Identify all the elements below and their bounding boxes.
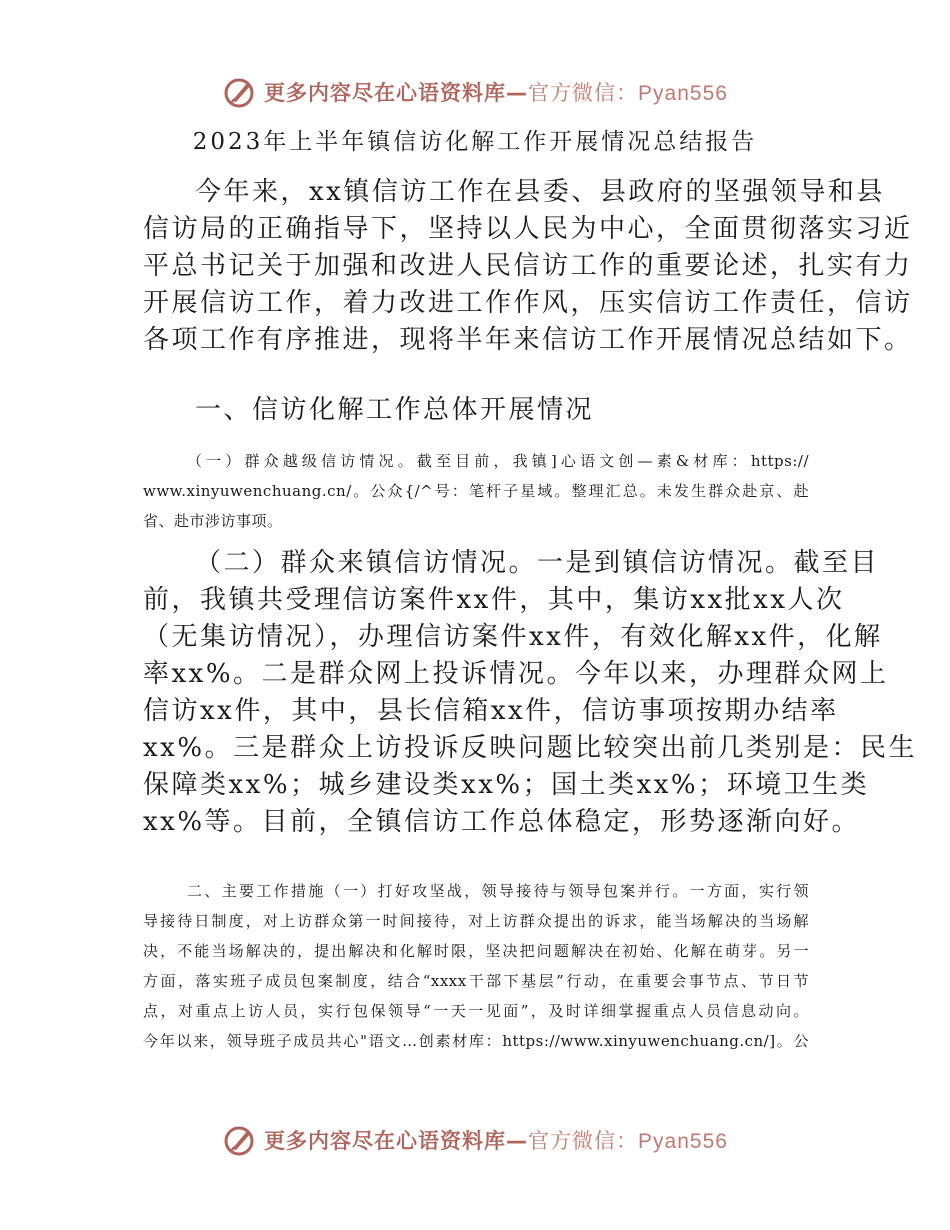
paragraph-line: 保障类xx%；城乡建设类xx%；国土类xx%；环境卫生类 xyxy=(143,770,870,800)
paragraph-line: 决，不能当场解决的，提出解决和化解时限，坚决把问题解决在初始、化解在萌芽。另一 xyxy=(143,942,809,960)
header-banner xyxy=(0,72,950,112)
paragraph-line: 开展信访工作，着力改进工作作风，压实信访工作责任，信访 xyxy=(143,288,913,318)
banner-message: 更多内容尽在心语资料库—官方微信：Pyan556 xyxy=(264,81,728,105)
paragraph-line: 省、赴市涉访事项。 xyxy=(143,512,283,530)
paragraph-line: （二）群众来镇信访情况。一是到镇信访情况。截至目 xyxy=(195,548,880,578)
section-heading-text: 一、信访化解工作总体开展情况 xyxy=(195,395,595,425)
quill-logo-icon xyxy=(222,1122,258,1158)
section-2-paragraph xyxy=(143,876,809,1056)
paragraph-line: 率xx%。二是群众网上投诉情况。今年以来，办理群众网上 xyxy=(143,659,889,689)
subsection-1-paragraph xyxy=(143,446,809,536)
subsection-2-paragraph xyxy=(143,545,918,841)
section-heading xyxy=(143,392,809,429)
paragraph-line: 导接待日制度，对上访群众第一时间接待，对上访群众提出的诉求，能当场解决的当场解 xyxy=(143,912,809,930)
paragraph-line: 点，对重点上访人员，实行包保领导“一天一见面”，及时详细掌握重点人员信息动向。 xyxy=(143,1002,809,1020)
paragraph-line: 二、主要工作措施（一）打好攻坚战，领导接待与领导包案并行。一方面，实行领 xyxy=(187,882,809,900)
paragraph-line: 今年来，xx镇信访工作在县委、县政府的坚强领导和县 xyxy=(195,177,885,207)
paragraph-line: 信访xx件，其中，县长信箱xx件，信访事项按期办结率 xyxy=(143,696,839,726)
paragraph-line: 信访局的正确指导下，坚持以人民为中心，全面贯彻落实习近 xyxy=(143,214,913,244)
paragraph-line: 各项工作有序推进，现将半年来信访工作开展情况总结如下。 xyxy=(143,325,913,355)
paragraph-line: 今年以来，领导班子成员共心"语文…创素材库：https://www.xinyuwenchuang.cn/]。公 xyxy=(143,1032,809,1050)
paragraph-line: 方面，落实班子成员包案制度，结合“xxxx干部下基层”行动，在重要会事节点、节日节 xyxy=(143,972,809,990)
banner-message: 更多内容尽在心语资料库—官方微信：Pyan556 xyxy=(264,1129,728,1153)
paragraph-line: www.xinyuwenchuang.cn/。公众{/^号：笔杆子星域。整理汇总。未发生群众赴京、赴 xyxy=(143,482,809,500)
footer-banner xyxy=(0,1120,950,1160)
intro-paragraph xyxy=(143,174,913,359)
quill-logo-icon xyxy=(222,74,258,110)
paragraph-line: 前，我镇共受理信访案件xx件，其中，集访xx批xx人次 xyxy=(143,585,845,615)
paragraph-line: （无集访情况），办理信访案件xx件，有效化解xx件，化解 xyxy=(143,622,883,652)
document-title: 2023年上半年镇信访化解工作开展情况总结报告 xyxy=(192,129,758,155)
paragraph-line: xx%。三是群众上访投诉反映问题比较突出前几类别是：民生 xyxy=(143,733,918,763)
paragraph-line: xx%等。目前，全镇信访工作总体稳定，形势逐渐向好。 xyxy=(143,807,861,837)
paragraph-line: （一）群众越级信访情况。截至目前，我镇]心语文创—素&材库：https:// xyxy=(187,452,809,470)
paragraph-line: 平总书记关于加强和改进人民信访工作的重要论述，扎实有力 xyxy=(143,251,913,281)
